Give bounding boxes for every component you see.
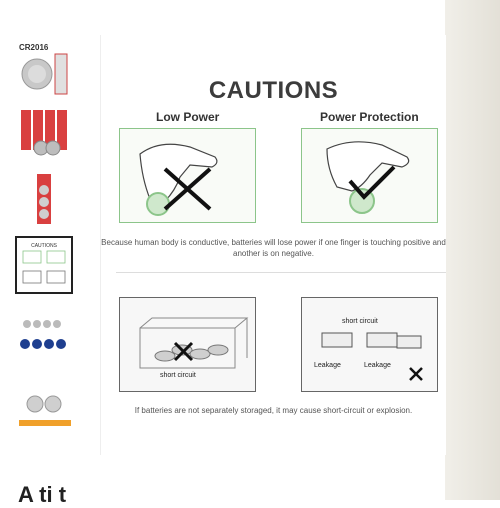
low-power-heading: Low Power	[156, 110, 220, 124]
loose-storage-illustration	[119, 297, 256, 392]
cautions-thumb-icon	[17, 238, 71, 292]
thumb-label-cautions: CAUTIONS	[31, 243, 57, 249]
blister-cards-icon	[15, 104, 73, 162]
thumb-two-batteries[interactable]	[15, 392, 73, 450]
battery-package-icon	[15, 38, 73, 96]
leakage-label-2: Leakage	[364, 362, 391, 369]
leakage-label-1: Leakage	[314, 362, 341, 369]
page-edge-background	[445, 0, 500, 500]
thumb-single-card[interactable]	[15, 170, 73, 228]
thumb-blister-cards[interactable]	[15, 104, 73, 162]
hand-holding-battery-icon	[120, 129, 255, 222]
section-divider	[116, 272, 446, 273]
features-icon	[15, 302, 73, 360]
low-power-illustration	[119, 128, 256, 223]
hand-holding-battery-correct-icon	[302, 129, 437, 222]
short-circuit-label-left: short circuit	[160, 372, 196, 379]
thumb-features[interactable]	[15, 302, 73, 360]
caption-body-conductive: Because human body is conductive, batteries will lose power if one finger is touching positive and another is on negative.	[101, 238, 446, 258]
section-heading-partial: A ti t	[18, 482, 67, 507]
caption-storage-warning: If batteries are not separately storaged, it may cause short-circuit or explosion.	[134, 406, 413, 415]
two-batteries-icon	[15, 392, 73, 450]
leaking-batteries-icon	[302, 298, 437, 391]
thumb-cr2016-package[interactable]	[15, 38, 73, 96]
product-image-cautions	[100, 35, 446, 455]
thumb-cautions[interactable]	[15, 236, 73, 294]
short-circuit-label-right: short circuit	[342, 318, 378, 325]
leakage-illustration	[301, 297, 438, 392]
single-card-icon	[15, 170, 73, 228]
cautions-title: CAUTIONS	[208, 77, 339, 104]
power-protection-illustration	[301, 128, 438, 223]
thumb-label-cr2016: CR2016	[19, 43, 49, 52]
power-protection-heading: Power Protection	[320, 110, 419, 124]
